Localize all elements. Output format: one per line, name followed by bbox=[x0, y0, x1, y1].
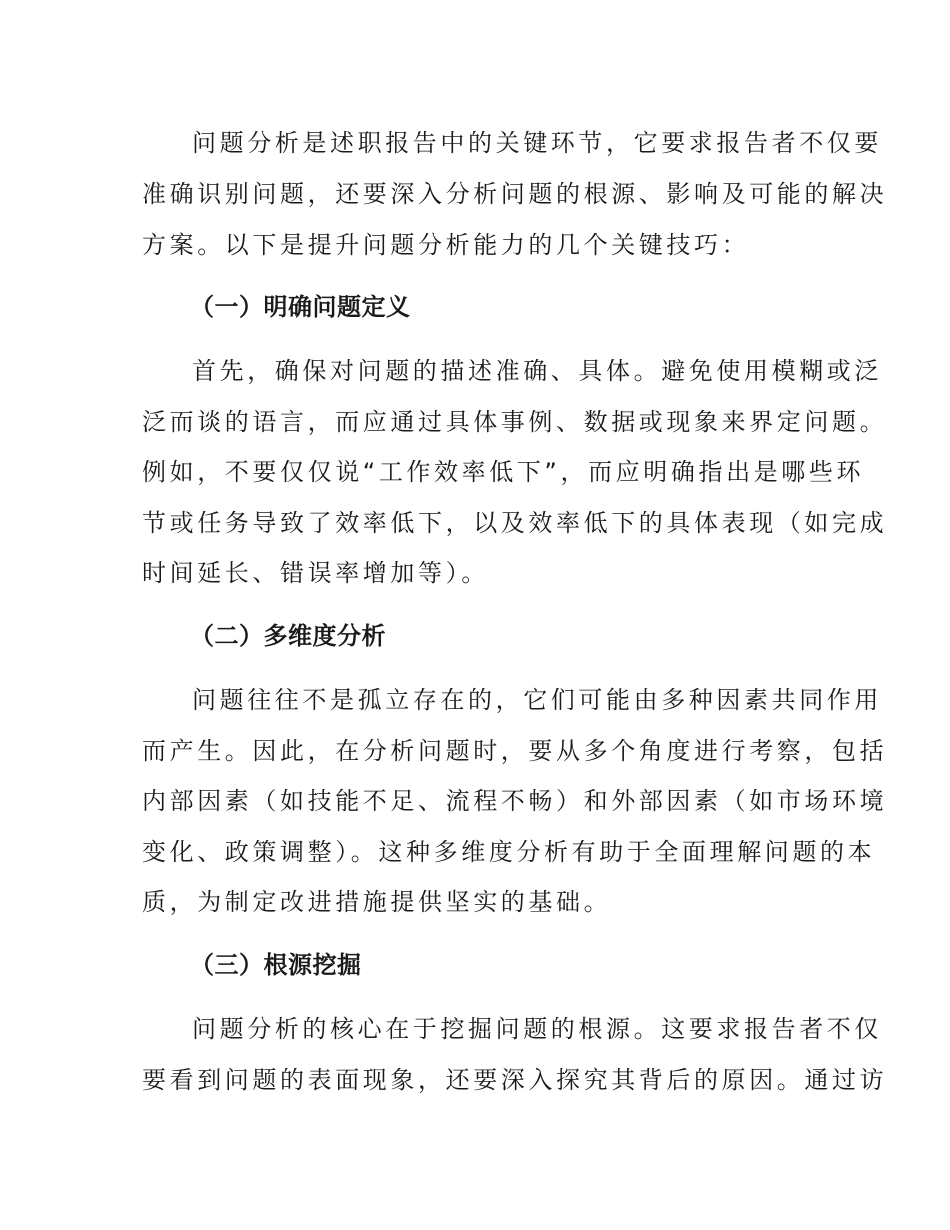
section3-line-2: 要看到问题的表面现象，还要深入探究其背后的原因。通过访 bbox=[142, 1066, 888, 1094]
section2-line-2: 而产生。因此，在分析问题时，要从多个角度进行考察，包括 bbox=[142, 737, 888, 765]
section2-line-3: 内部因素（如技能不足、流程不畅）和外部因素（如市场环境 bbox=[142, 787, 888, 815]
section2-line-4: 变化、政策调整）。这种多维度分析有助于全面理解问题的本 bbox=[142, 838, 876, 866]
section1-line-5: 时间延长、错误率增加等）。 bbox=[142, 559, 489, 587]
section1-line-2: 泛而谈的语言，而应通过具体事例、数据或现象来界定问题。 bbox=[142, 408, 888, 436]
section3-line-1: 问题分析的核心在于挖掘问题的根源。这要求报告者不仅 bbox=[192, 1015, 882, 1043]
section2-heading: （二）多维度分析 bbox=[190, 622, 386, 650]
intro-line-2: 准确识别问题，还要深入分析问题的根源、影响及可能的解决 bbox=[142, 180, 888, 208]
section3-heading: （三）根源挖掘 bbox=[190, 951, 362, 979]
intro-line-3: 方案。以下是提升问题分析能力的几个关键技巧： bbox=[142, 231, 750, 259]
section1-heading: （一）明确问题定义 bbox=[190, 293, 411, 321]
section1-line-4: 节或任务导致了效率低下，以及效率低下的具体表现（如完成 bbox=[142, 509, 888, 537]
section2-line-5: 质，为制定改进措施提供坚实的基础。 bbox=[142, 888, 612, 916]
intro-line-1: 问题分析是述职报告中的关键环节，它要求报告者不仅要 bbox=[192, 129, 882, 157]
section2-line-1: 问题往往不是孤立存在的，它们可能由多种因素共同作用 bbox=[192, 686, 882, 714]
section1-line-1: 首先，确保对问题的描述准确、具体。避免使用模糊或泛 bbox=[192, 357, 882, 385]
section1-line-3: 例如，不要仅仅说“工作效率低下”，而应明确指出是哪些环 bbox=[142, 458, 865, 486]
